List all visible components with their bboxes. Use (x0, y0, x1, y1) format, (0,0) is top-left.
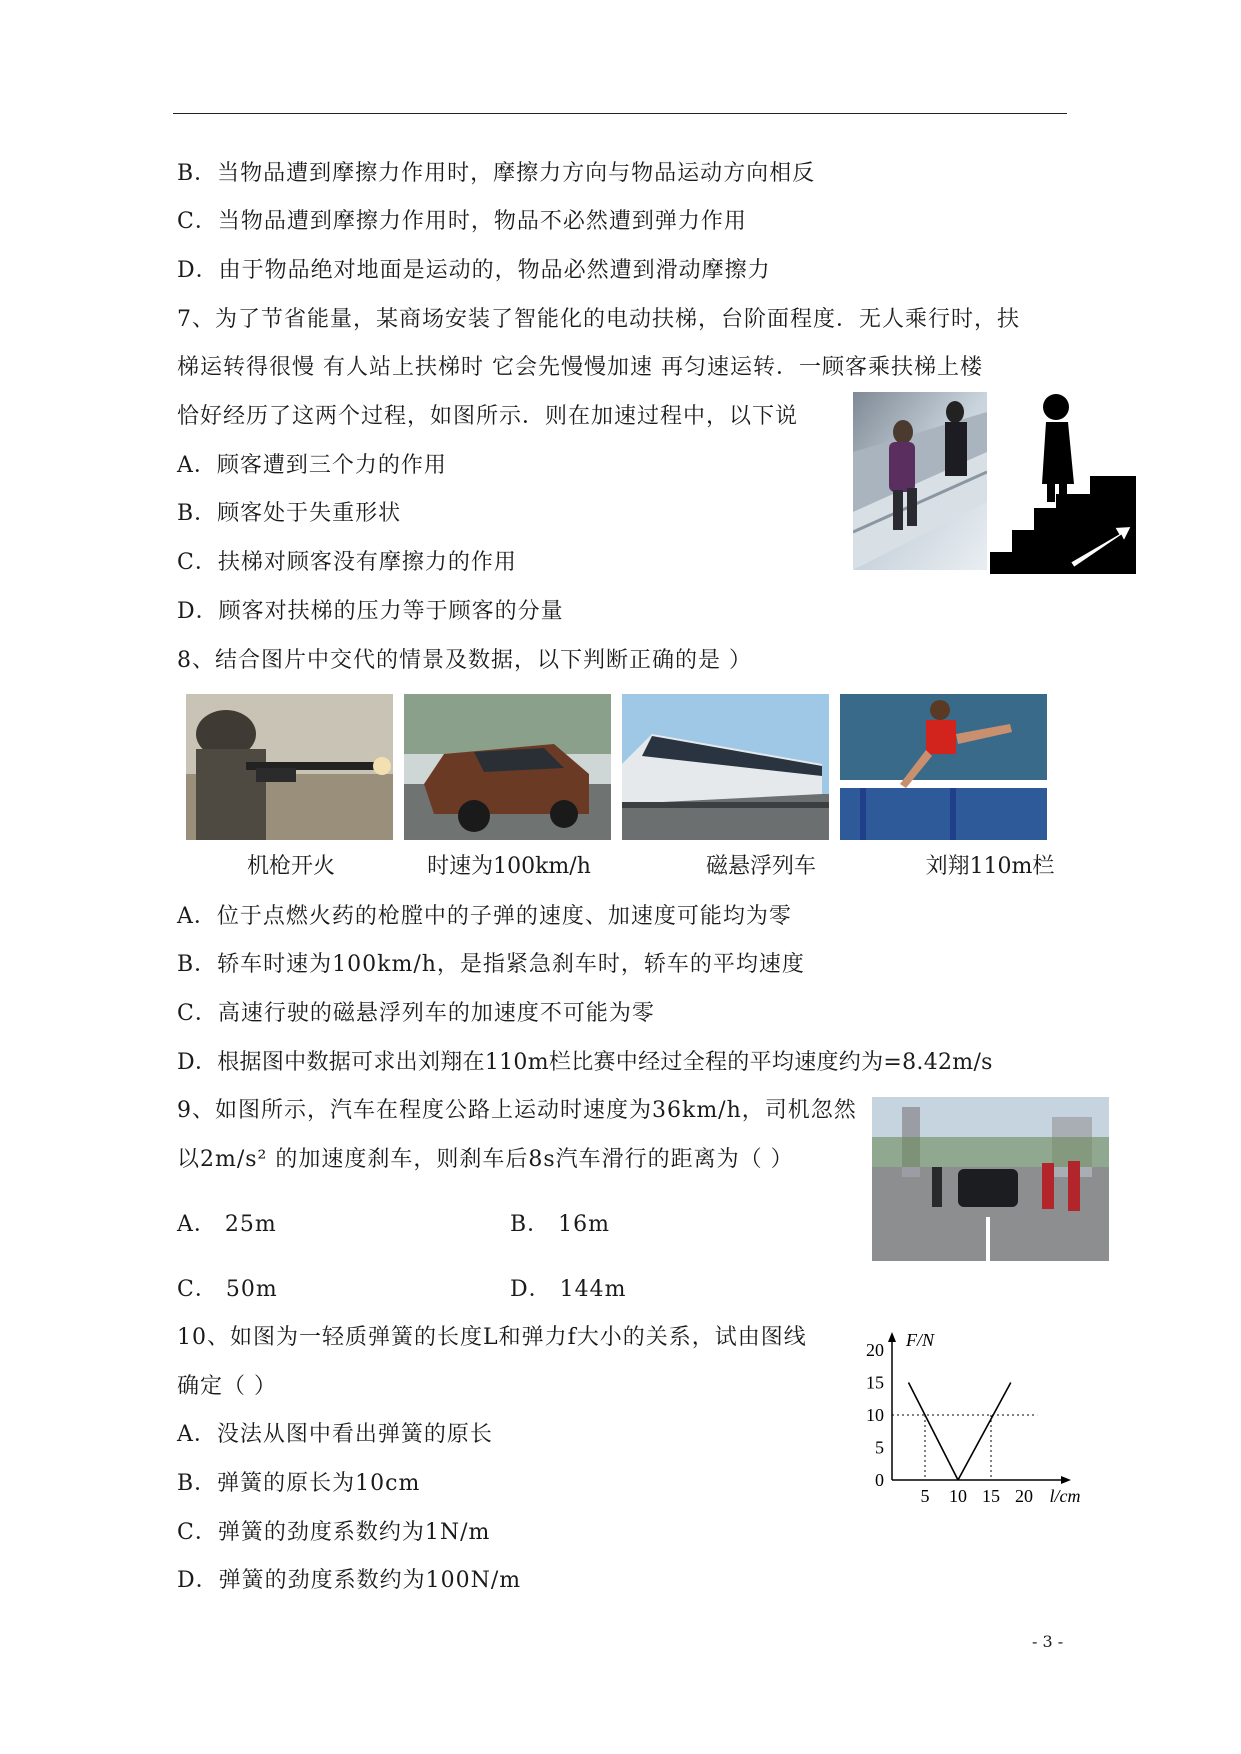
q8-option-d: D．根据图中数据可求出刘翔在110m栏比赛中经过全程的平均速度约为=8.42m/s (177, 1050, 993, 1075)
x-axis-arrow (1061, 1476, 1071, 1484)
y-tick-label: 15 (866, 1372, 884, 1393)
spring-force-chart (858, 1320, 1108, 1510)
q7-option-b: B．顾客处于失重形状 (177, 501, 402, 526)
q7-option-c: C．扶梯对顾客没有摩擦力的作用 (177, 550, 517, 575)
machine-gun-photo (186, 694, 393, 840)
q9-option-a: A． 25m (177, 1212, 277, 1237)
q6-option-b: B．当物品遭到摩擦力作用时，摩擦力方向与物品运动方向相反 (177, 161, 816, 186)
q9-option-c: C． 50m (177, 1277, 278, 1302)
x-tick-label: 20 (1015, 1486, 1033, 1506)
maglev-train-photo (622, 694, 829, 840)
q8-option-c: C．高速行驶的磁悬浮列车的加速度不可能为零 (177, 1001, 655, 1026)
y-tick-label: 10 (866, 1405, 884, 1425)
series-segment-0-1 (958, 1383, 1011, 1481)
q7-stem-line2: 梯运转得很慢 有人站上扶梯时 它会先慢慢加速 再匀速运转．一顾客乘扶梯上楼 (177, 355, 983, 380)
caption-machine-gun: 机枪开火 (246, 854, 335, 879)
q9-stem-line1: 9、如图所示，汽车在程度公路上运动时速度为36km/h，司机忽然 (177, 1098, 857, 1123)
q10-option-a: A．没法从图中看出弹簧的原长 (177, 1422, 493, 1447)
q9-option-d: D． 144m (510, 1277, 627, 1302)
origin-label: 0 (875, 1470, 884, 1490)
x-axis-label: l/cm (1049, 1486, 1081, 1506)
y-axis-label: F/N (906, 1330, 935, 1350)
header-rule (173, 113, 1067, 114)
page-number: - 3 - (1032, 1632, 1064, 1651)
q10-stem-line1: 10、如图为一轻质弹簧的长度L和弹力f大小的关系，试由图线 (177, 1325, 807, 1350)
caption-hurdler: 刘翔110m栏 (925, 854, 1055, 879)
suv-photo (404, 694, 611, 840)
q7-option-a: A．顾客遭到三个力的作用 (177, 453, 447, 478)
q10-option-b: B．弹簧的原长为10cm (177, 1471, 421, 1496)
q6-option-c: C．当物品遭到摩擦力作用时，物品不必然遭到弹力作用 (177, 209, 747, 234)
q7-stem-line3: 恰好经历了这两个过程，如图所示．则在加速过程中，以下说 (177, 404, 799, 429)
q8-option-b: B．轿车时速为100km/h，是指紧急刹车时，轿车的平均速度 (177, 952, 805, 977)
q9-stem-line2: 以2m/s² 的加速度刹车，则刹车后8s汽车滑行的距离为（ ） (177, 1147, 794, 1172)
y-tick-label: 20 (866, 1340, 884, 1360)
x-tick-label: 5 (920, 1486, 930, 1506)
y-axis-arrow (888, 1332, 896, 1342)
caption-maglev: 磁悬浮列车 (705, 854, 816, 879)
q8-stem: 8、结合图片中交代的情景及数据，以下判断正确的是 ） (177, 648, 752, 673)
q7-stem-line1: 7、为了节省能量，某商场安装了智能化的电动扶梯，台阶面程度．无人乘行时，扶 (177, 307, 1020, 332)
q10-stem-line2: 确定（ ） (177, 1374, 277, 1399)
q10-option-c: C．弹簧的劲度系数约为1N/m (177, 1520, 491, 1545)
q10-option-d: D．弹簧的劲度系数约为100N/m (177, 1568, 522, 1593)
x-tick-label: 10 (949, 1486, 967, 1506)
y-tick-label: 5 (875, 1437, 884, 1458)
q6-option-d: D．由于物品绝对地面是运动的，物品必然遭到滑动摩擦力 (177, 258, 771, 283)
series-segment-0-0 (909, 1383, 959, 1481)
q8-option-a: A．位于点燃火药的枪膛中的子弹的速度、加速度可能均为零 (177, 904, 792, 929)
escalator-photo (853, 392, 987, 570)
escalator-diagram (990, 392, 1140, 574)
car-braking-photo (872, 1097, 1109, 1261)
q7-option-d: D．顾客对扶梯的压力等于顾客的分量 (177, 599, 564, 624)
caption-suv: 时速为100km/h (427, 854, 591, 879)
q9-option-b: B． 16m (510, 1212, 611, 1237)
x-tick-label: 15 (982, 1486, 1000, 1506)
hurdler-photo (840, 694, 1047, 840)
